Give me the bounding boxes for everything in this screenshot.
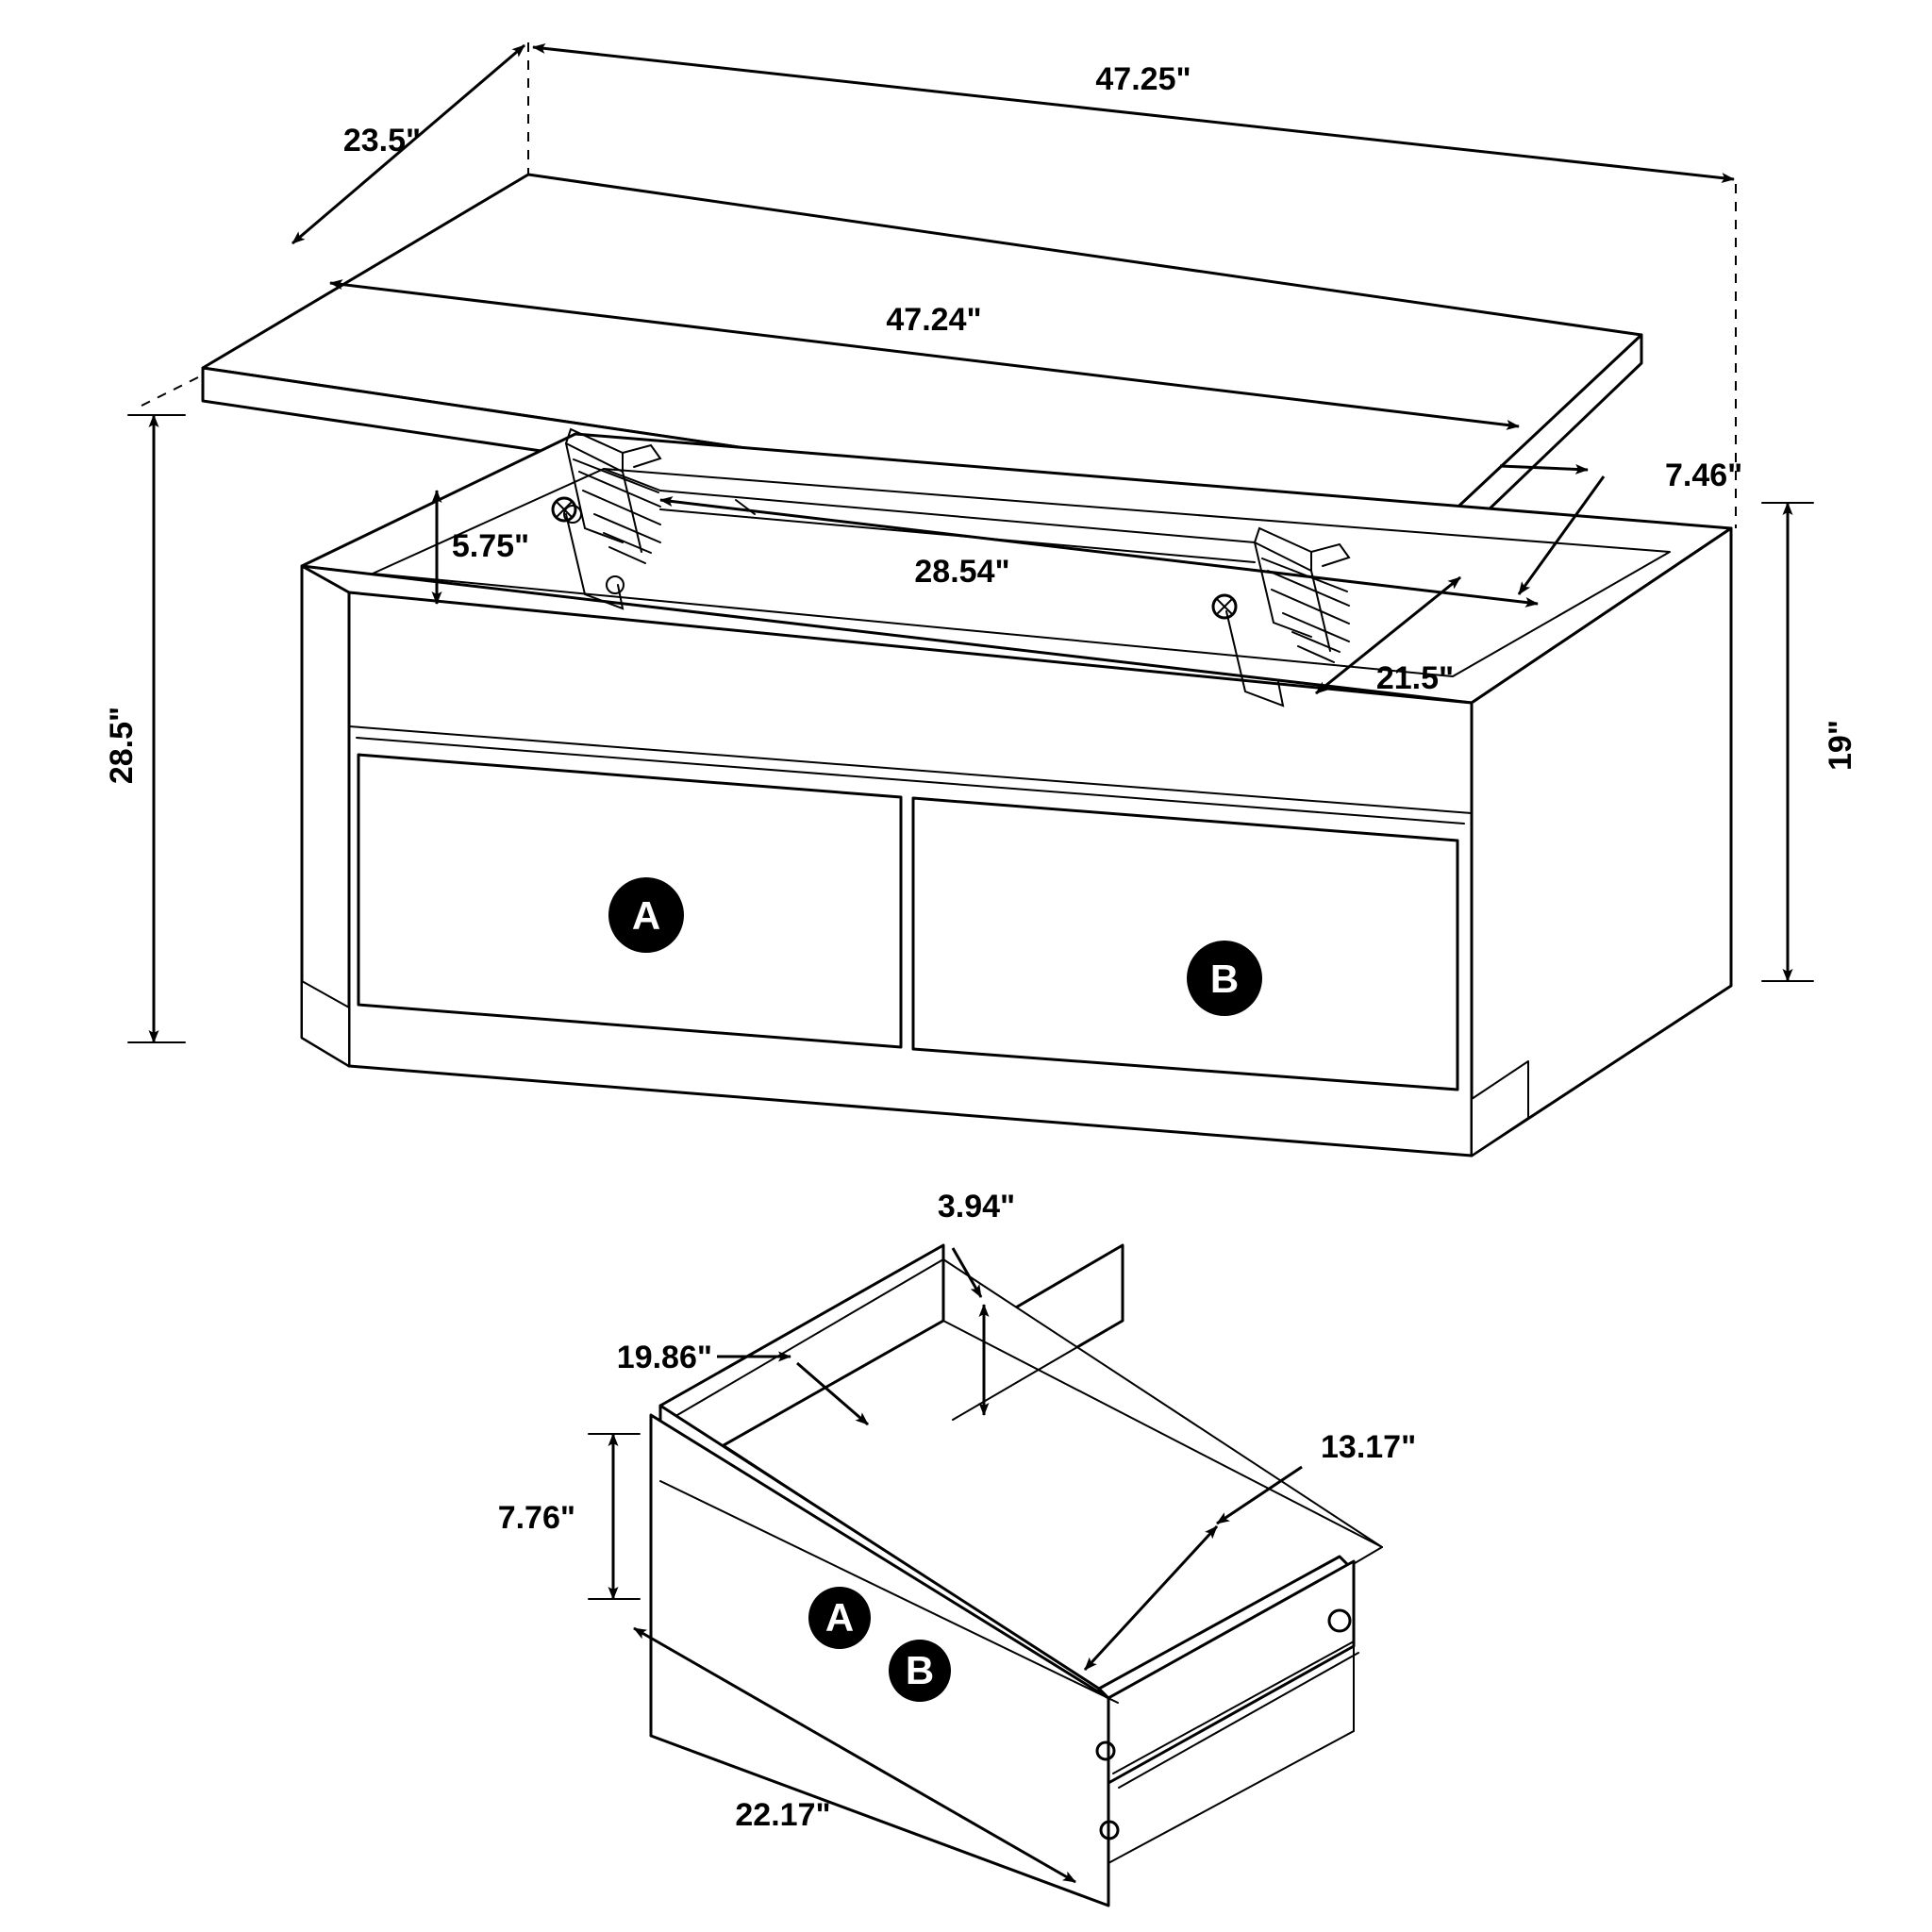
label-table-depth: 23.5" (342, 123, 422, 158)
label-drawer-height: 7.76" (497, 1500, 575, 1536)
badge-a-drawer-label: A (824, 1595, 855, 1640)
badge-b-drawer (889, 1640, 951, 1702)
coffee-table-figure (128, 42, 1813, 1156)
badge-b-table (1187, 941, 1262, 1016)
label-drawer-width: 22.17" (735, 1797, 831, 1833)
badge-a-table (608, 877, 684, 953)
label-drawer-inner-height: 3.94" (937, 1189, 1016, 1224)
label-drawer-inner-width: 19.86" (616, 1340, 712, 1375)
ext-line-height-top (142, 377, 198, 406)
label-cavity-width: 28.54" (914, 554, 1010, 590)
badge-a-drawer (808, 1587, 871, 1649)
badge-b-drawer-label: B (905, 1648, 935, 1692)
label-top-panel-width: 47.24" (886, 302, 982, 338)
label-total-height: 28.5" (104, 706, 140, 785)
label-table-width: 47.25" (1095, 61, 1191, 97)
badge-a-label: A (631, 893, 661, 938)
label-cavity-height: 7.46" (1665, 458, 1743, 493)
label-cavity-depth: 21.5" (1375, 660, 1455, 696)
badge-b-label: B (1209, 957, 1240, 1001)
label-base-height: 19" (1823, 720, 1858, 771)
label-drawer-inner-depth: 13.17" (1321, 1429, 1417, 1465)
label-lift-height: 5.75" (451, 528, 530, 564)
